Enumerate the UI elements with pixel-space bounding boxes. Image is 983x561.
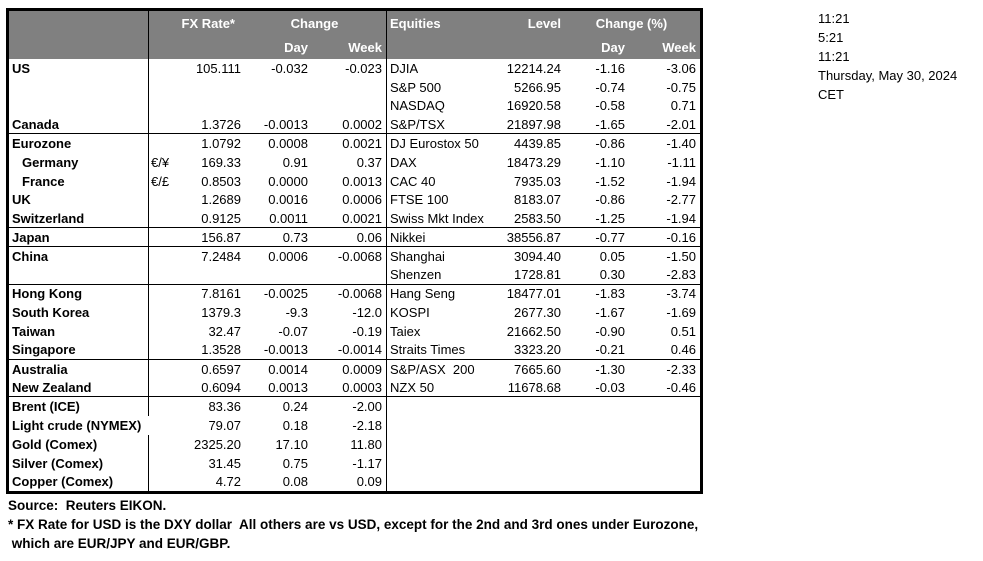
equity-week-change: -2.01 <box>629 115 700 134</box>
fx-day-change: 0.91 <box>282 154 308 170</box>
row-label <box>9 97 149 116</box>
fx-rate-value <box>183 266 243 285</box>
equity-week-change <box>629 416 700 435</box>
equity-name <box>386 397 507 416</box>
equity-name: Swiss Mkt Index <box>386 209 507 228</box>
header-equity-week: Week <box>662 39 696 55</box>
fx-rate-value: 1.0792 <box>201 136 241 152</box>
equity-week-change <box>629 454 700 473</box>
source-note: Source: Reuters EIKON. <box>8 498 167 513</box>
fx-day-change: 0.0008 <box>268 136 308 152</box>
row-label: Eurozone <box>9 134 149 153</box>
equity-level: 3094.40 <box>514 248 561 264</box>
equity-name <box>386 416 507 435</box>
fx-day-change: -9.3 <box>285 305 308 321</box>
equity-week-change: -3.06 <box>666 60 696 76</box>
equity-week-change: -1.94 <box>629 209 700 228</box>
equity-name: Hang Seng <box>386 285 507 304</box>
row-label: Singapore <box>9 341 149 360</box>
timestamp-line: Thursday, May 30, 2024 <box>818 68 958 83</box>
fx-rate-value: 79.07 <box>208 418 241 434</box>
fx-day-change <box>243 266 310 285</box>
equity-day-change <box>563 416 629 435</box>
equity-level <box>507 435 563 454</box>
timestamp-line: 5:21 <box>818 30 844 45</box>
fx-day-change: 0.0013 <box>243 379 310 398</box>
equity-level: 7935.03 <box>514 173 561 189</box>
fx-rate-value: 83.36 <box>208 399 241 415</box>
row-label: Canada <box>9 115 149 134</box>
row-label: Hong Kong <box>9 285 149 304</box>
fx-rate-value: 0.8503 <box>201 173 241 189</box>
table-header <box>9 11 700 59</box>
equity-day-change: -1.25 <box>563 209 629 228</box>
currency-pair-label <box>149 78 183 97</box>
currency-pair-label <box>149 115 183 134</box>
fx-rate-value: 169.33 <box>201 154 241 170</box>
equity-week-change: -1.11 <box>667 154 696 170</box>
fx-rate-value: 1.3528 <box>183 341 243 360</box>
row-label: Germany <box>9 153 149 172</box>
fx-day-change: -0.0013 <box>243 115 310 134</box>
equity-day-change: -1.16 <box>595 60 625 76</box>
equity-level <box>507 454 563 473</box>
fx-rate-value: 0.6094 <box>183 379 243 398</box>
fx-week-change: -2.00 <box>352 399 382 415</box>
equity-week-change: -2.33 <box>666 361 696 377</box>
row-label: US <box>9 59 149 78</box>
equity-name <box>386 435 507 454</box>
header-equities: Equities <box>386 11 507 35</box>
footnote-line-2: which are EUR/JPY and EUR/GBP. <box>8 536 231 551</box>
equity-name <box>386 454 507 473</box>
fx-rate-value: 1.3726 <box>183 115 243 134</box>
equity-week-change: 0.51 <box>670 324 696 340</box>
equity-level: 21662.50 <box>506 324 561 340</box>
row-label <box>9 266 149 285</box>
equity-week-change: 0.71 <box>670 98 696 114</box>
row-label: Japan <box>9 228 149 247</box>
row-label: Brent (ICE) <box>9 397 149 416</box>
equity-day-change <box>563 397 629 416</box>
fx-day-change: -0.07 <box>278 324 308 340</box>
fx-rate-value: 7.2484 <box>201 248 241 264</box>
fx-day-change: 0.0016 <box>268 192 308 208</box>
equity-name: NZX 50 <box>386 379 507 398</box>
fx-week-change: -0.0068 <box>337 286 382 302</box>
equity-day-change: -1.30 <box>595 361 625 377</box>
equity-level: 2583.50 <box>507 209 563 228</box>
equity-level: 4439.85 <box>514 136 561 152</box>
currency-pair-label <box>149 266 183 285</box>
equity-name: Shenzen <box>386 266 507 285</box>
equity-level: 12214.24 <box>506 60 561 76</box>
fx-week-change: 0.06 <box>310 228 386 247</box>
row-label: France <box>9 172 149 191</box>
equity-week-change: -1.94 <box>666 173 696 189</box>
fx-week-change: 0.0021 <box>342 136 382 152</box>
header-fx-week: Week <box>348 39 382 55</box>
row-label: Gold (Comex) <box>9 435 149 454</box>
currency-pair-label <box>149 322 183 341</box>
currency-pair-label <box>149 360 183 379</box>
row-label: Light crude (NYMEX) <box>12 418 142 434</box>
fx-week-change: 11.80 <box>350 436 382 452</box>
equity-week-change: -3.74 <box>666 286 696 302</box>
equity-day-change <box>563 473 629 492</box>
fx-rate-value: 105.111 <box>195 60 241 76</box>
currency-pair-label <box>149 134 183 153</box>
fx-rate-value <box>183 97 243 116</box>
currency-pair-label <box>149 228 183 247</box>
equity-day-change: -0.74 <box>595 79 625 95</box>
header-blank-corner-2 <box>9 35 149 59</box>
fx-week-change: -0.0068 <box>337 248 382 264</box>
equity-day-change: 0.05 <box>599 248 625 264</box>
fx-week-change: -0.19 <box>352 324 382 340</box>
header-fx-day: Day <box>284 39 308 55</box>
table-body <box>9 59 700 491</box>
equity-level: 21897.98 <box>507 115 563 134</box>
row-label: Copper (Comex) <box>9 473 149 492</box>
equity-day-change: -0.77 <box>563 228 629 247</box>
equity-week-change: -2.83 <box>629 266 700 285</box>
equity-week-change: -0.75 <box>666 79 696 95</box>
equity-day-change: -1.52 <box>595 173 625 189</box>
fx-day-change: 0.75 <box>282 455 308 471</box>
currency-pair-label <box>149 59 183 78</box>
header-equities-blank <box>386 35 507 59</box>
fx-week-change: 0.0013 <box>342 173 382 189</box>
fx-week-change: 0.0003 <box>310 379 386 398</box>
fx-day-change: -0.0013 <box>243 341 310 360</box>
equity-week-change: -0.16 <box>629 228 700 247</box>
equity-week-change: -2.77 <box>666 192 696 208</box>
fx-week-change: -0.0014 <box>310 341 386 360</box>
timestamp-line: 11:21 <box>818 11 850 26</box>
equity-name: NASDAQ <box>386 97 507 116</box>
fx-week-change: -2.18 <box>352 418 382 434</box>
equity-day-change: -1.10 <box>595 154 625 170</box>
equity-day-change: -0.86 <box>595 136 625 152</box>
row-label: Australia <box>9 360 149 379</box>
equity-level: 11678.68 <box>507 379 563 398</box>
equity-week-change <box>629 473 700 492</box>
equity-level: 7665.60 <box>514 361 561 377</box>
equity-week-change: -0.46 <box>629 379 700 398</box>
currency-pair-label: €/£ <box>151 173 170 189</box>
fx-rate-value: 1379.3 <box>201 305 241 321</box>
equity-name: S&P/TSX <box>386 115 507 134</box>
timestamp-line: CET <box>818 87 844 102</box>
equity-day-change: -1.65 <box>563 115 629 134</box>
equity-level: 2677.30 <box>514 305 561 321</box>
header-fx-rate: FX Rate* <box>181 15 235 31</box>
currency-pair-label: €/¥ <box>151 154 170 170</box>
header-change-pct: Change (%) <box>595 15 668 31</box>
fx-rate-value <box>183 78 243 97</box>
equity-level: 16920.58 <box>506 98 561 114</box>
fx-week-change: 0.0002 <box>310 115 386 134</box>
equity-name: FTSE 100 <box>386 191 507 210</box>
row-label: New Zealand <box>9 379 149 398</box>
header-equity-day: Day <box>601 39 625 55</box>
fx-day-change: 0.0014 <box>268 361 308 377</box>
equity-day-change <box>563 454 629 473</box>
timestamp-line: 11:21 <box>818 49 850 64</box>
equity-level: 5266.95 <box>514 79 561 95</box>
fx-day-change <box>243 97 310 116</box>
fx-day-change: 17.10 <box>275 436 308 452</box>
equity-week-change: -1.50 <box>666 248 696 264</box>
currency-pair-label <box>149 247 183 266</box>
equity-day-change: -0.58 <box>595 98 625 114</box>
fx-week-change: 0.0006 <box>342 192 382 208</box>
fx-day-change: 0.0000 <box>268 173 308 189</box>
fx-week-change <box>310 97 386 116</box>
currency-pair-label <box>149 454 183 473</box>
equity-name: S&P/ASX 200 <box>386 360 507 379</box>
equity-day-change: -1.83 <box>595 286 625 302</box>
equity-name <box>386 473 507 492</box>
fx-week-change: -12.0 <box>352 305 382 321</box>
currency-pair-label <box>149 191 183 210</box>
currency-pair-label <box>149 209 183 228</box>
fx-day-change: 0.24 <box>282 399 308 415</box>
currency-pair-label <box>149 341 183 360</box>
currency-pair-label <box>149 473 183 492</box>
equity-level: 18477.01 <box>506 286 561 302</box>
equity-day-change: 0.30 <box>563 266 629 285</box>
fx-rate-value: 4.72 <box>215 474 241 490</box>
equity-day-change <box>563 435 629 454</box>
equity-week-change: 0.46 <box>629 341 700 360</box>
footnote-line-1: * FX Rate for USD is the DXY dollar All others are vs USD, except for the 2nd and 3rd ones under Eurozone, <box>8 517 699 532</box>
fx-week-change: 0.0009 <box>342 361 382 377</box>
fx-rate-value: 0.6597 <box>201 361 241 377</box>
fx-rate-value: 2325.20 <box>194 436 241 452</box>
currency-pair-label <box>149 435 183 454</box>
fx-week-change: 0.09 <box>356 474 382 490</box>
equity-day-change: -0.03 <box>563 379 629 398</box>
currency-pair-label <box>149 285 183 304</box>
fx-rate-value: 32.47 <box>208 324 241 340</box>
equity-level: 18473.29 <box>506 154 561 170</box>
fx-rate-value: 156.87 <box>183 228 243 247</box>
header-level: Level <box>527 15 561 31</box>
fx-week-change: 0.0021 <box>310 209 386 228</box>
fx-day-change: 0.18 <box>282 418 308 434</box>
equity-level: 1728.81 <box>507 266 563 285</box>
equity-day-change: -0.21 <box>563 341 629 360</box>
fx-week-change: 0.37 <box>356 154 382 170</box>
equity-name: Straits Times <box>386 341 507 360</box>
fx-equities-table <box>6 8 703 494</box>
row-label: Silver (Comex) <box>9 454 149 473</box>
currency-pair-label <box>149 397 183 416</box>
header-change: Change <box>290 15 339 31</box>
equity-level <box>507 416 563 435</box>
equity-week-change <box>629 397 700 416</box>
equity-level: 3323.20 <box>507 341 563 360</box>
equity-name: CAC 40 <box>386 172 507 191</box>
equity-day-change: -0.86 <box>595 192 625 208</box>
equity-week-change: -1.40 <box>666 136 696 152</box>
equity-name: DJIA <box>386 59 507 78</box>
fx-day-change: -0.032 <box>271 60 308 76</box>
fx-week-change: -1.17 <box>352 455 382 471</box>
fx-day-change: 0.73 <box>243 228 310 247</box>
equity-level: 8183.07 <box>514 192 561 208</box>
row-label: China <box>9 247 149 266</box>
row-label <box>9 78 149 97</box>
header-blank-corner <box>9 11 149 35</box>
fx-rate-value: 1.2689 <box>201 192 241 208</box>
row-label: Switzerland <box>9 209 149 228</box>
currency-pair-label <box>149 97 183 116</box>
fx-rate-value: 0.9125 <box>183 209 243 228</box>
equity-name: Nikkei <box>386 228 507 247</box>
equity-name: S&P 500 <box>386 78 507 97</box>
fx-week-change: -0.023 <box>345 60 382 76</box>
fx-week-change <box>310 78 386 97</box>
equity-week-change <box>629 435 700 454</box>
fx-day-change: 0.0006 <box>268 248 308 264</box>
equity-name: Shanghai <box>386 247 507 266</box>
currency-pair-label <box>149 303 183 322</box>
fx-rate-value: 31.45 <box>208 455 241 471</box>
currency-pair-label <box>149 379 183 398</box>
equity-level <box>507 397 563 416</box>
equity-name: KOSPI <box>386 303 507 322</box>
row-label: South Korea <box>9 303 149 322</box>
equity-day-change: -1.67 <box>595 305 625 321</box>
footer <box>8 496 698 553</box>
timestamp-block <box>818 9 957 104</box>
fx-day-change: 0.0011 <box>243 209 310 228</box>
row-label: UK <box>9 191 149 210</box>
equity-name: DAX <box>386 153 507 172</box>
equity-level <box>507 473 563 492</box>
equity-level: 38556.87 <box>507 228 563 247</box>
fx-day-change: -0.0025 <box>263 286 308 302</box>
equity-name: Taiex <box>386 322 507 341</box>
row-label: Taiwan <box>9 322 149 341</box>
fx-day-change <box>243 78 310 97</box>
equity-name: DJ Eurostox 50 <box>386 134 507 153</box>
equity-day-change: -0.90 <box>595 324 625 340</box>
fx-day-change: 0.08 <box>282 474 308 490</box>
fx-week-change <box>310 266 386 285</box>
equity-week-change: -1.69 <box>666 305 696 321</box>
fx-rate-value: 7.8161 <box>201 286 241 302</box>
